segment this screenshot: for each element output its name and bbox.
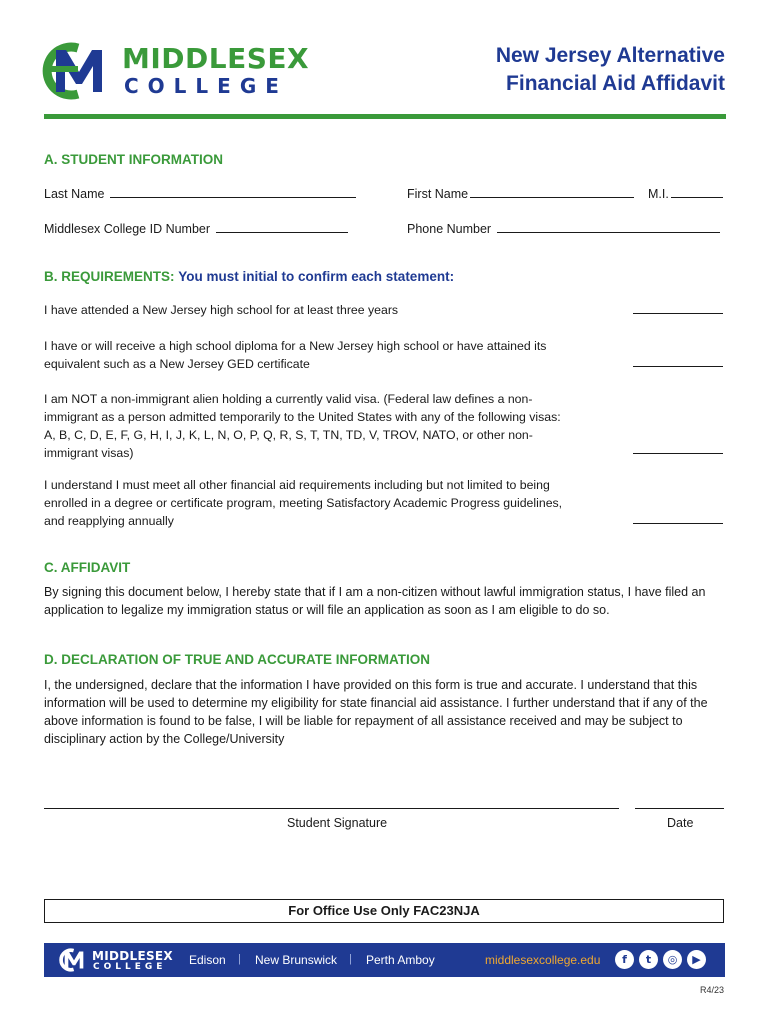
instagram-icon[interactable]: ◎ <box>663 950 682 969</box>
location-new-brunswick: New Brunswick <box>255 953 338 967</box>
college-logo <box>42 40 322 100</box>
section-b-heading <box>44 269 454 284</box>
last-name-line[interactable] <box>110 186 356 198</box>
logo-wordmark-line2: COLLEGE <box>124 74 288 98</box>
footer-logo-line1: MIDDLESEX <box>92 949 173 963</box>
twitter-icon[interactable]: t <box>639 950 658 969</box>
phone-field[interactable] <box>407 221 720 236</box>
phone-line[interactable] <box>497 221 720 233</box>
title-line-2: Financial Aid Affidavit <box>506 72 725 95</box>
section-b-title: B. REQUIREMENTS: <box>44 269 175 284</box>
document-title <box>496 42 725 98</box>
id-number-label: Middlesex College ID Number <box>44 222 211 236</box>
id-number-line[interactable] <box>216 221 348 233</box>
last-name-label: Last Name <box>44 187 105 201</box>
affidavit-text: By signing this document below, I hereby state that if I am a non-citizen without lawful immigration status, I have filed an application to legalize my immigration status or will file an application as soon as I am eligible to do so. <box>44 585 706 617</box>
mi-label: M.I. <box>648 187 669 201</box>
mc-monogram-icon <box>42 42 116 100</box>
requirement-3-text: I am NOT a non-immigrant alien holding a currently valid visa. (Federal law defines a non-immigrant as a person admitted temporarily to the United States with any of the following visas: A, B, C, D, E, F, G, H, I, J, K, L, N, O, P, Q, R, S, T, TN, TD, V, TROV, NATO, or other non-immigrant visas) <box>44 392 561 460</box>
student-signature-line[interactable] <box>44 808 619 809</box>
location-edison: Edison <box>189 953 226 967</box>
first-name-label: First Name <box>407 187 469 201</box>
location-perth-amboy: Perth Amboy <box>366 953 435 967</box>
declaration-text: I, the undersigned, declare that the information I have provided on this form is true and accurate. I understand that this information will be used to determine my eligibility for state financial aid assistance. I further understand that if any of the above information is found to be false, I will be liable for repayment of all assistance received and may be subject to disciplinary action by the College/University <box>44 678 708 746</box>
section-d-heading: D. DECLARATION OF TRUE AND ACCURATE INFORMATION <box>44 652 430 667</box>
footer-mc-monogram-icon <box>59 947 89 973</box>
location-separator: | <box>349 953 352 965</box>
footer-bar <box>44 943 725 977</box>
footer-logo-line2: COLLEGE <box>93 962 167 972</box>
first-name-line[interactable] <box>470 186 634 198</box>
office-use-box: For Office Use Only FAC23NJA <box>44 899 724 923</box>
website-link[interactable]: middlesexcollege.edu <box>485 953 601 967</box>
revision-code: R4/23 <box>699 985 724 995</box>
section-b-instruction: You must initial to confirm each statement: <box>178 269 455 284</box>
mi-line[interactable] <box>671 186 723 198</box>
phone-label: Phone Number <box>407 222 492 236</box>
location-separator: | <box>238 953 241 965</box>
requirement-4-text: I understand I must meet all other financial aid requirements including but not limited to being enrolled in a degree or certificate program, meeting Satisfactory Academic Progress guidelines, and reapplying annually <box>44 478 563 528</box>
youtube-icon[interactable]: ▶ <box>687 950 706 969</box>
first-name-field[interactable] <box>407 186 634 201</box>
requirement-1-initial-line[interactable] <box>633 313 723 314</box>
requirement-2-text: I have or will receive a high school diploma for a New Jersey high school or have attained its equivalent such as a New Jersey GED certificate <box>44 339 547 371</box>
title-line-1: New Jersey Alternative <box>495 44 725 67</box>
student-signature-label: Student Signature <box>287 816 388 830</box>
facebook-icon[interactable]: f <box>615 950 634 969</box>
requirement-3-initial-line[interactable] <box>633 453 723 454</box>
mi-field[interactable] <box>648 186 723 201</box>
logo-wordmark-line1: MIDDLESEX <box>122 42 310 75</box>
requirement-4-initial-line[interactable] <box>633 523 723 524</box>
requirement-1-text: I have attended a New Jersey high school for at least three years <box>44 303 399 317</box>
header-divider <box>44 114 726 119</box>
date-label: Date <box>667 816 694 830</box>
section-a-heading: A. STUDENT INFORMATION <box>44 152 223 167</box>
section-c-heading: C. AFFIDAVIT <box>44 560 131 575</box>
requirement-2-initial-line[interactable] <box>633 366 723 367</box>
date-line[interactable] <box>635 808 724 809</box>
last-name-field[interactable] <box>44 186 356 201</box>
id-number-field[interactable] <box>44 221 348 236</box>
